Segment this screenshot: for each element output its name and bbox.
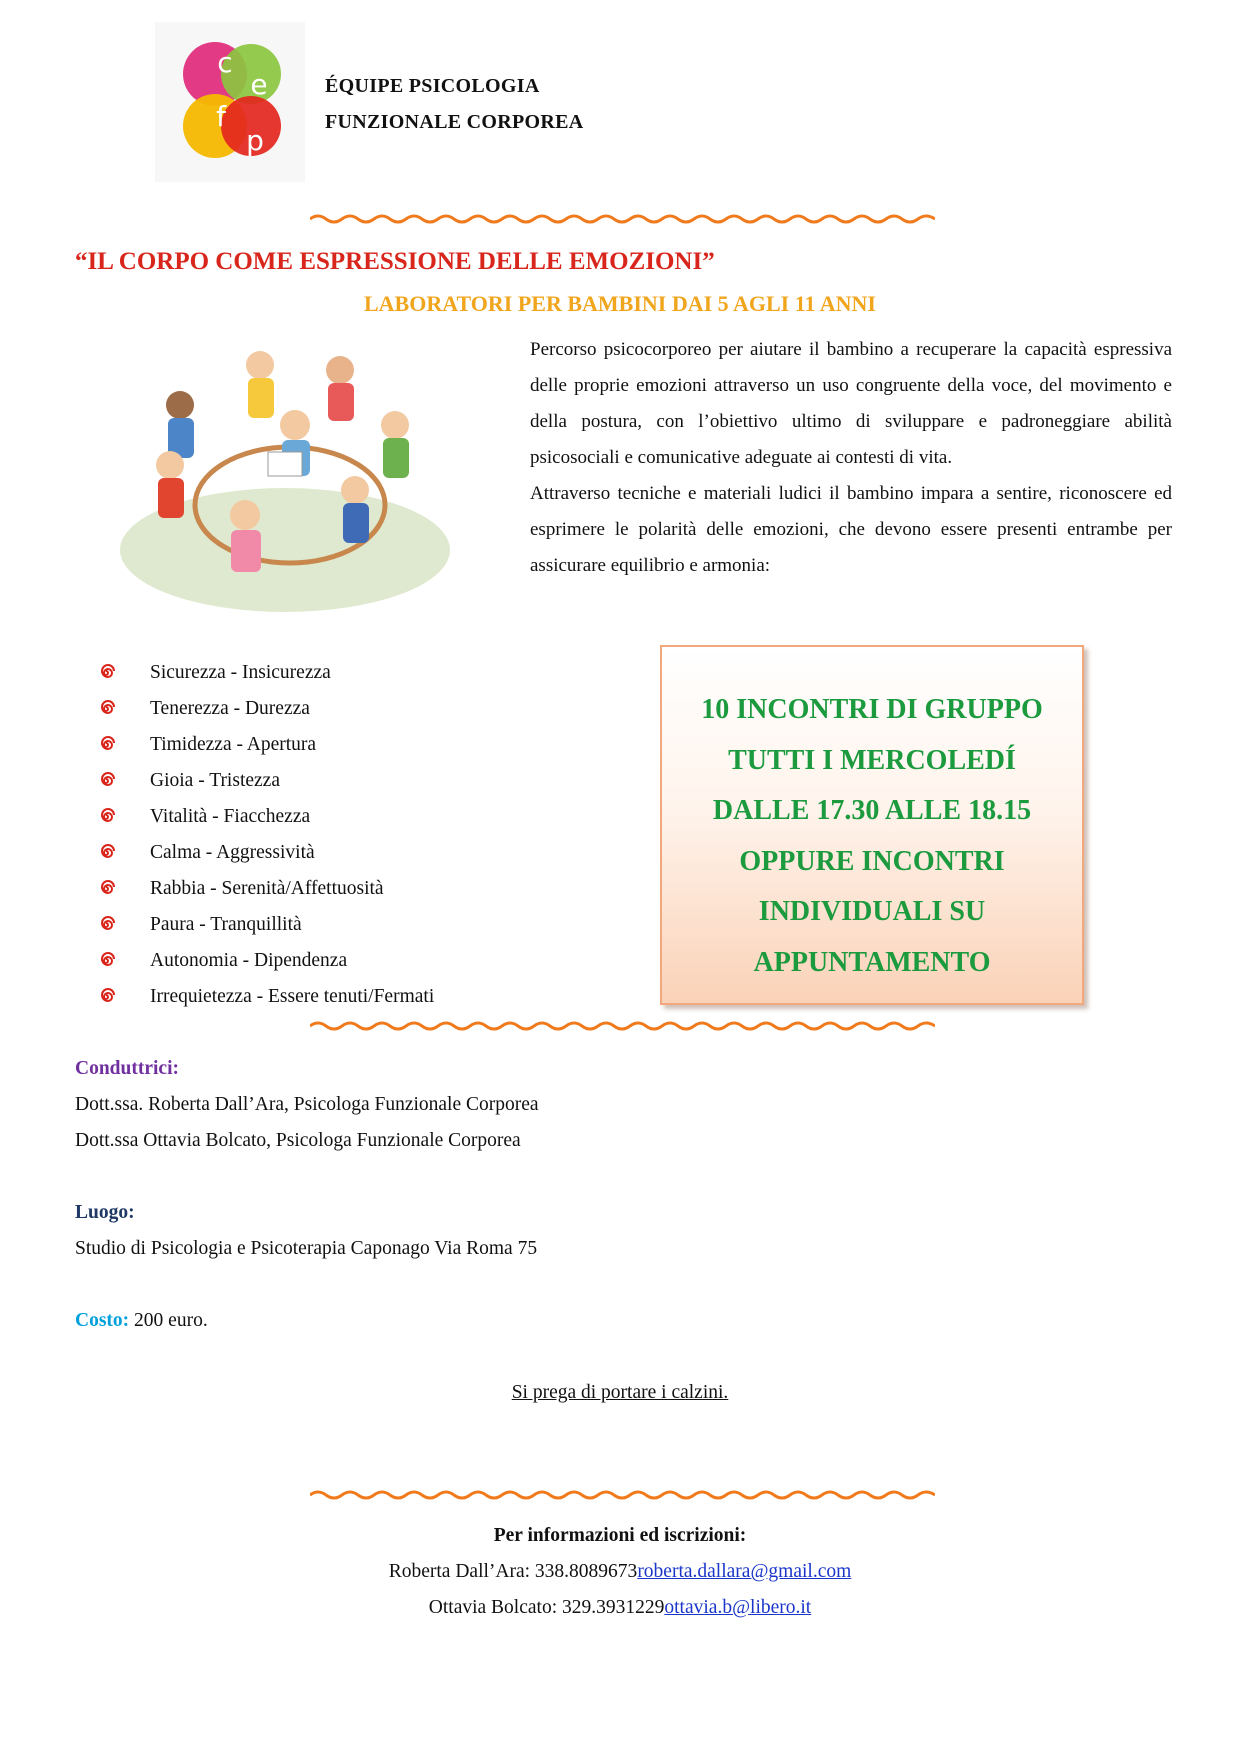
description-paragraph-1: Percorso psicocorporeo per aiutare il bambino a recuperare la capacità espressiva delle proprie emozioni attraverso un uso congruente della voce, del movimento e della postura, con l’obiettivo ultimo di sviluppare e padroneggiare abilità psicosociali e comunicative adeguate ai contesti di vita.: [530, 339, 1172, 468]
spiral-bullet-icon: [97, 952, 115, 970]
logo-letter-c: c: [217, 46, 233, 79]
polarity-item: [97, 655, 434, 691]
spiral-bullet-icon: [97, 844, 115, 862]
cost-label: Costo:: [75, 1310, 130, 1331]
spiral-bullet-icon: [97, 988, 115, 1006]
conductor-2: Dott.ssa Ottavia Bolcato, Psicologa Funzionale Corporea: [75, 1130, 521, 1151]
polarity-text: Tenerezza - Durezza: [150, 698, 310, 719]
polarity-item: [97, 727, 434, 763]
wavy-divider: [310, 1488, 935, 1502]
emotion-polarity-list: [97, 655, 434, 1015]
socks-note: Si prega di portare i calzini.: [511, 1382, 729, 1403]
spiral-bullet-icon: [97, 736, 115, 754]
polarity-text: Calma - Aggressività: [150, 842, 315, 863]
schedule-line-3: DALLE 17.30 ALLE 18.15: [712, 795, 1032, 826]
polarity-text: Rabbia - Serenità/Affettuosità: [150, 878, 384, 899]
spiral-bullet-icon: [97, 916, 115, 934]
polarity-item: [97, 943, 434, 979]
schedule-line-2: TUTTI I MERCOLEDÍ: [728, 744, 1016, 776]
contact-roberta: [0, 1561, 1240, 1583]
schedule-line-4: OPPURE INCONTRI: [739, 845, 1005, 877]
spiral-bullet-icon: [97, 664, 115, 682]
logo-letter-e: e: [250, 68, 268, 101]
spiral-bullet-icon: [97, 880, 115, 898]
socks-note-wrapper: [0, 1382, 1240, 1404]
polarity-item: [97, 799, 434, 835]
wavy-divider: [310, 212, 935, 226]
schedule-line-6: APPUNTAMENTO: [753, 946, 991, 978]
spiral-bullet-icon: [97, 772, 115, 790]
polarity-text: Vitalità - Fiacchezza: [150, 806, 311, 827]
cost-line: [75, 1310, 208, 1332]
spiral-bullet-icon: [97, 700, 115, 718]
spiral-bullet-icon: [97, 808, 115, 826]
contact-roberta-phone: Roberta Dall’Ara: 338.8089673: [388, 1561, 638, 1582]
polarity-text: Sicurezza - Insicurezza: [150, 662, 331, 683]
polarity-text: Gioia - Tristezza: [150, 770, 280, 791]
page-title: “IL CORPO COME ESPRESSIONE DELLE EMOZIONI”: [75, 248, 715, 275]
org-name-line2: FUNZIONALE CORPOREA: [325, 111, 584, 133]
cefp-logo: [155, 22, 305, 182]
schedule-line-1: 10 INCONTRI DI GRUPPO: [701, 694, 1043, 725]
children-circle-illustration: [110, 340, 450, 630]
page-subtitle: LABORATORI PER BAMBINI DAI 5 AGLI 11 ANNI: [364, 291, 876, 316]
conductors-label: Conduttrici:: [75, 1058, 179, 1079]
logo-letter-f: f: [216, 100, 226, 133]
contact-ottavia: [0, 1597, 1240, 1619]
logo-letter-p: p: [246, 124, 264, 157]
polarity-text: Timidezza - Apertura: [150, 734, 317, 755]
polarity-text: Autonomia - Dipendenza: [150, 950, 348, 971]
description-paragraph-2: Attraverso tecniche e materiali ludici il bambino impara a sentire, riconoscere ed esprimere le polarità delle emozioni, che devono essere presenti entrambe per assicurare equilibrio e armonia:: [530, 483, 1172, 576]
polarity-item: [97, 871, 434, 907]
polarity-item: [97, 979, 434, 1015]
location-label: Luogo:: [75, 1202, 135, 1223]
polarity-item: [97, 907, 434, 943]
info-heading: Per informazioni ed iscrizioni:: [493, 1525, 747, 1546]
polarity-item: [97, 691, 434, 727]
description: [530, 332, 1172, 584]
cost-value: 200 euro.: [134, 1310, 208, 1331]
polarity-item: [97, 763, 434, 799]
polarity-item: [97, 835, 434, 871]
schedule-box: [660, 645, 1084, 1005]
schedule-line-5: INDIVIDUALI SU: [758, 896, 986, 927]
contact-ottavia-email-link[interactable]: ottavia.b@libero.it: [664, 1597, 812, 1618]
conductor-1: Dott.ssa. Roberta Dall’Ara, Psicologa Funzionale Corporea: [75, 1094, 539, 1115]
polarity-text: Irrequietezza - Essere tenuti/Fermati: [150, 986, 435, 1007]
org-name-line1: ÉQUIPE PSICOLOGIA: [325, 75, 540, 97]
polarity-text: Paura - Tranquillità: [150, 914, 302, 935]
wavy-divider: [310, 1019, 935, 1033]
contact-ottavia-phone: Ottavia Bolcato: 329.3931229: [428, 1597, 665, 1618]
contact-roberta-email-link[interactable]: roberta.dallara@gmail.com: [637, 1561, 852, 1582]
location-value: Studio di Psicologia e Psicoterapia Caponago Via Roma 75: [75, 1238, 538, 1259]
